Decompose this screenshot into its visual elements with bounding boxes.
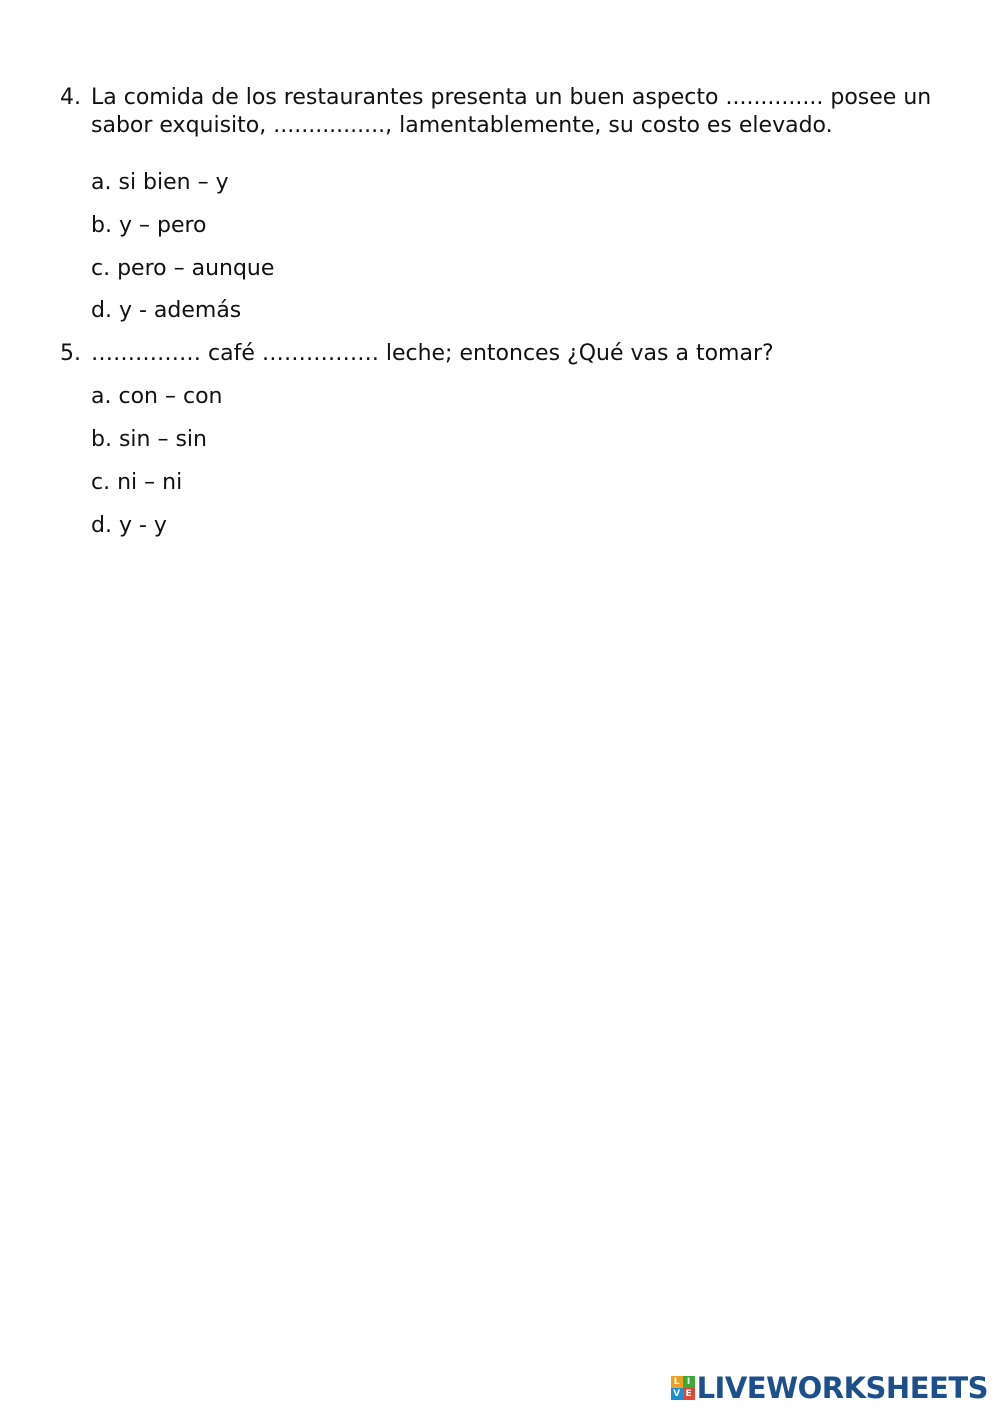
logo-mark-cell: L xyxy=(671,1376,683,1388)
option-a[interactable] xyxy=(91,383,222,411)
logo-mark-cell: I xyxy=(683,1376,695,1388)
option-letter: b. xyxy=(91,427,112,452)
question-text: …………… café ……………. leche; entonces ¿Qué vas a tomar? xyxy=(91,341,774,366)
option-letter: d. xyxy=(91,298,112,323)
option-text: ni – ni xyxy=(117,470,183,495)
option-c[interactable] xyxy=(91,255,274,283)
logo-mark-icon xyxy=(671,1376,695,1400)
option-letter: b. xyxy=(91,213,112,238)
option-letter: c. xyxy=(91,256,111,281)
option-c[interactable] xyxy=(91,469,182,497)
option-text: si bien – y xyxy=(118,170,229,195)
logo-text: LIVEWORKSHEETS xyxy=(696,1371,988,1405)
option-text: sin – sin xyxy=(118,427,207,452)
option-text: y – pero xyxy=(118,213,207,238)
option-letter: a. xyxy=(91,170,112,195)
option-b[interactable] xyxy=(91,426,207,454)
liveworksheets-logo xyxy=(671,1368,988,1408)
question-4-stem xyxy=(60,84,940,140)
question-number: 5. xyxy=(60,341,81,366)
option-d[interactable] xyxy=(91,297,241,325)
question-text: La comida de los restaurantes presenta un buen aspecto .............. posee un sabor exquisito, ................, lamentablemente, su costo es elevado. xyxy=(91,85,932,138)
option-letter: c. xyxy=(91,470,111,495)
question-5-stem xyxy=(60,340,940,368)
question-number: 4. xyxy=(60,85,81,110)
logo-mark-cell: E xyxy=(683,1388,695,1400)
logo-mark-cell: V xyxy=(671,1388,683,1400)
option-text: pero – aunque xyxy=(117,256,275,281)
option-letter: d. xyxy=(91,513,112,538)
option-a[interactable] xyxy=(91,169,229,197)
option-text: y - además xyxy=(118,298,242,323)
option-b[interactable] xyxy=(91,212,207,240)
option-text: y - y xyxy=(118,513,167,538)
option-text: con – con xyxy=(118,384,223,409)
option-letter: a. xyxy=(91,384,112,409)
option-d[interactable] xyxy=(91,512,167,540)
